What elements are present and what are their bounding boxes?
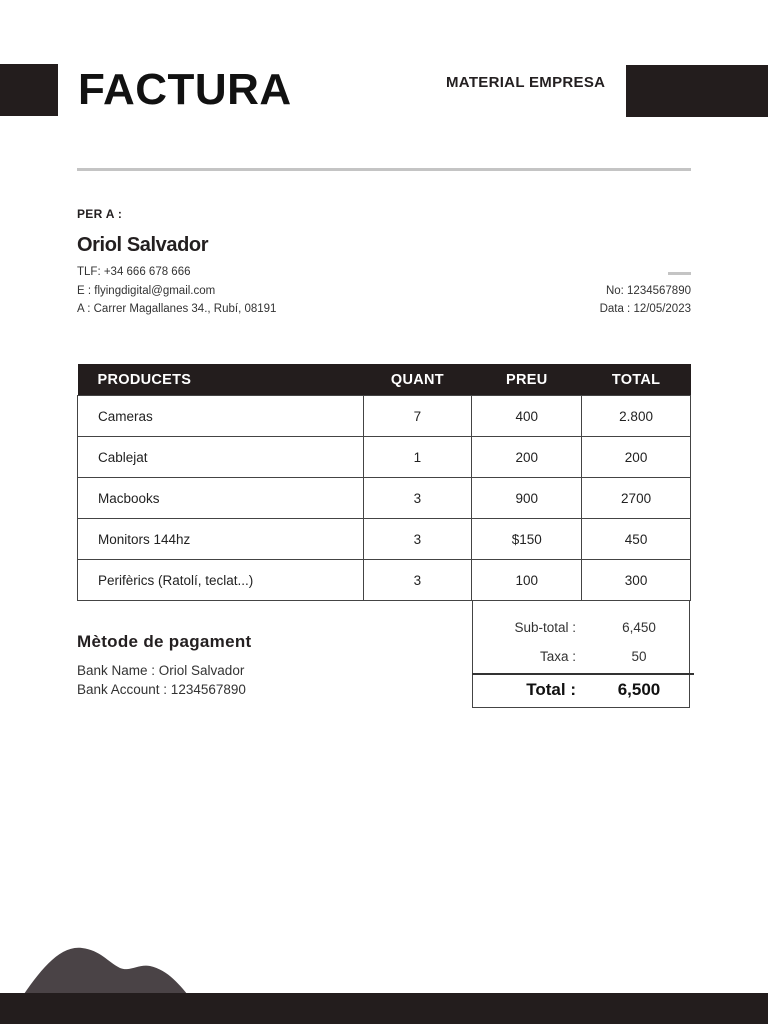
cell-price: 100 xyxy=(472,560,582,601)
column-header-quantity: QUANT xyxy=(363,364,472,396)
header-block-right xyxy=(626,65,768,117)
company-name: MATERIAL EMPRESA xyxy=(446,74,606,91)
totals-divider xyxy=(472,673,694,675)
bank-name: Bank Name : Oriol Salvador xyxy=(77,663,245,678)
mountain-decoration xyxy=(20,940,200,1000)
cell-total: 2700 xyxy=(582,478,691,519)
cell-total: 300 xyxy=(582,560,691,601)
cell-product: Macbooks xyxy=(78,478,364,519)
cell-price: 200 xyxy=(472,437,582,478)
cell-quantity: 3 xyxy=(363,560,472,601)
client-phone: TLF: +34 666 678 666 xyxy=(77,266,191,278)
total-value: 6,500 xyxy=(617,680,661,699)
cell-quantity: 1 xyxy=(363,437,472,478)
bank-account: Bank Account : 1234567890 xyxy=(77,682,246,697)
client-email: E : flyingdigital@gmail.com xyxy=(77,285,216,297)
cell-product: Cablejat xyxy=(78,437,364,478)
cell-price: 400 xyxy=(472,396,582,437)
cell-product: Monitors 144hz xyxy=(78,519,364,560)
invoice-number: No: 1234567890 xyxy=(605,285,691,297)
client-address: A : Carrer Magallanes 34., Rubí, 08191 xyxy=(77,303,277,315)
client-name: Oriol Salvador xyxy=(77,234,209,256)
cell-total: 450 xyxy=(582,519,691,560)
column-header-product: PRODUCETS xyxy=(78,364,364,396)
subtotal-label: Sub-total : xyxy=(514,620,576,635)
column-header-price: PREU xyxy=(472,364,582,396)
invoice-date: Data : 12/05/2023 xyxy=(599,303,691,315)
divider xyxy=(77,168,691,171)
table-row xyxy=(78,519,691,560)
cell-total: 200 xyxy=(582,437,691,478)
column-header-total: TOTAL xyxy=(582,364,691,396)
table-row xyxy=(78,437,691,478)
tax-label: Taxa : xyxy=(539,649,576,664)
table-header-row xyxy=(78,364,691,396)
cell-product: Perifèrics (Ratolí, teclat...) xyxy=(78,560,364,601)
cell-quantity: 3 xyxy=(363,519,472,560)
cell-price: $150 xyxy=(472,519,582,560)
cell-product: Cameras xyxy=(78,396,364,437)
table-row xyxy=(78,560,691,601)
divider-small xyxy=(668,272,691,275)
cell-total: 2.800 xyxy=(582,396,691,437)
items-table xyxy=(77,364,691,601)
cell-price: 900 xyxy=(472,478,582,519)
payment-method-title: Mètode de pagament xyxy=(77,632,252,651)
cell-quantity: 3 xyxy=(363,478,472,519)
cell-quantity: 7 xyxy=(363,396,472,437)
footer-bar xyxy=(0,993,768,1024)
tax-value: 50 xyxy=(631,649,647,664)
subtotal-value: 6,450 xyxy=(622,620,656,635)
invoice-title: FACTURA xyxy=(78,65,292,114)
recipient-label: PER A : xyxy=(77,207,123,221)
total-label: Total : xyxy=(526,680,576,699)
table-row xyxy=(78,396,691,437)
table-row xyxy=(78,478,691,519)
header-block-left xyxy=(0,64,58,116)
